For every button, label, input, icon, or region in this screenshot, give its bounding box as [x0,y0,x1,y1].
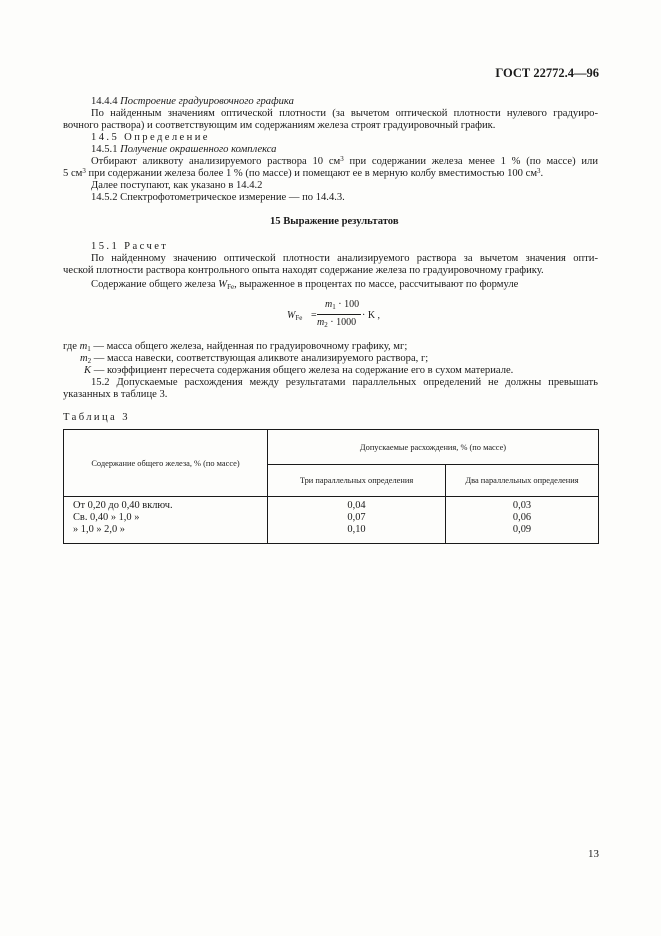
paragraph-line: По найденным значениям оптической плотности (за вычетом оптической плотности нулевого градуиро- [91,108,598,119]
text-run: , выраженное в процентах по массе, рассчитывают по формуле [234,279,519,290]
paragraph-line: 14.5.2 Спектрофотометрическое измерение — по 14.4.3. [91,192,345,203]
row-label: От 0,20 до 0,40 включ. [73,500,173,511]
paragraph-line [63,168,543,180]
value: 0,06 [512,512,532,523]
subscript: Fe [295,314,303,322]
table-caption: Таблица 3 [63,412,130,423]
variable: m [317,317,325,328]
formula-lhs [287,310,302,321]
superscript: 3 [82,167,86,175]
row-label: Св. 0,40 » 1,0 » [73,512,140,523]
text-run: — масса общего железа, найденная по градуировочному графику, мг; [90,341,408,352]
text-run: где [63,341,80,352]
paragraph-line: указанных в таблице 3. [63,389,168,400]
superscript: 3 [537,167,541,175]
table-cell-three [268,497,446,544]
paragraph-line: вочного раствора) и соответствующим им содержаниям железа строят градуировочный график. [63,120,496,131]
value: 0,04 [347,500,366,511]
text-run: · 1000 [327,317,357,328]
section-heading-15: 15 Выражение результатов [270,216,399,227]
row-label: » 1,0 » 2,0 » [73,524,125,535]
paragraph-line: ческой плотности раствора контрольного опыта находят содержание железа по градуировочному графику. [63,265,544,276]
page-number: 13 [588,848,599,860]
text-run: при содержании железа более 1 % (по массе) и помещают ее в мерную колбу вместимостью 100 см [85,168,538,179]
subscript: 1 [87,345,91,353]
text-run: Содержание общего железа [91,279,219,290]
variable: m [79,341,88,352]
document-id: ГОСТ 22772.4—96 [495,66,599,80]
value: 0,09 [512,524,532,535]
paragraph-line [91,279,518,291]
numerator [325,299,359,310]
equals-sign: = [311,310,317,321]
col-header-three: Три параллельных определения [268,465,446,497]
value: 0,03 [512,500,532,511]
variable: m [80,353,88,364]
text-run: — масса навески, соответствующая аликвоте анализируемого раствора, г; [91,353,429,364]
table-3 [63,429,599,544]
subscript: 2 [87,357,92,365]
variable: W [218,279,228,290]
text-run: · 100 [335,299,360,310]
group-header-tolerances: Допускаемые расхождения, % (по массе) [268,430,599,465]
subsection-title: Получение окрашенного комплекса [120,144,277,155]
text-run: . [540,168,544,179]
text-run: 5 см [63,168,83,179]
subsection-14-4-4 [91,96,294,108]
col-header-two: Два параллельных определения [446,465,599,497]
formula-tail: · K , [362,310,381,321]
subsection-14-5-1 [91,144,276,156]
value: 0,10 [347,524,366,535]
paragraph-line [91,156,598,168]
where-line [84,365,513,377]
where-line [80,353,428,365]
subsection-number: 14.4.4 [91,96,118,107]
subsection-15-1: 15.1 Расчет [91,241,169,252]
superscript: 3 [340,155,344,163]
subscript: 1 [332,303,336,311]
value: 0,07 [347,512,366,523]
variable: W [287,310,296,321]
denominator [317,317,356,328]
subscript: 2 [324,321,328,329]
subsection-number: 14.5.1 [91,144,118,155]
table-cell-two [446,497,599,544]
text-run: — коэффициент пересчета содержания общего железа на содержание его в сухом материале. [91,365,514,376]
where-line [63,341,407,353]
table-cell-content [64,497,268,544]
subsection-title: Построение градуировочного графика [120,96,294,107]
text-run: Отбирают аликвоту анализируемого раствора 10 см [91,156,341,167]
fraction-bar [317,314,361,315]
variable: m [325,299,333,310]
variable: K [84,365,92,376]
paragraph-line: Далее поступают, как указано в 14.4.2 [91,180,263,191]
paragraph-line: 15.2 Допускаемые расхождения между результатами параллельных определений не должны превышать [91,377,598,388]
paragraph-line: По найденному значению оптической плотности анализируемого раствора за вычетом значения опти- [91,253,598,264]
subscript: Fe [227,283,235,291]
subsection-14-5: 14.5 Определение [91,132,210,143]
col-header-content: Содержание общего железа, % (по массе) [64,430,268,497]
text-run: при содержании железа менее 1 % (по массе) или [343,156,598,167]
